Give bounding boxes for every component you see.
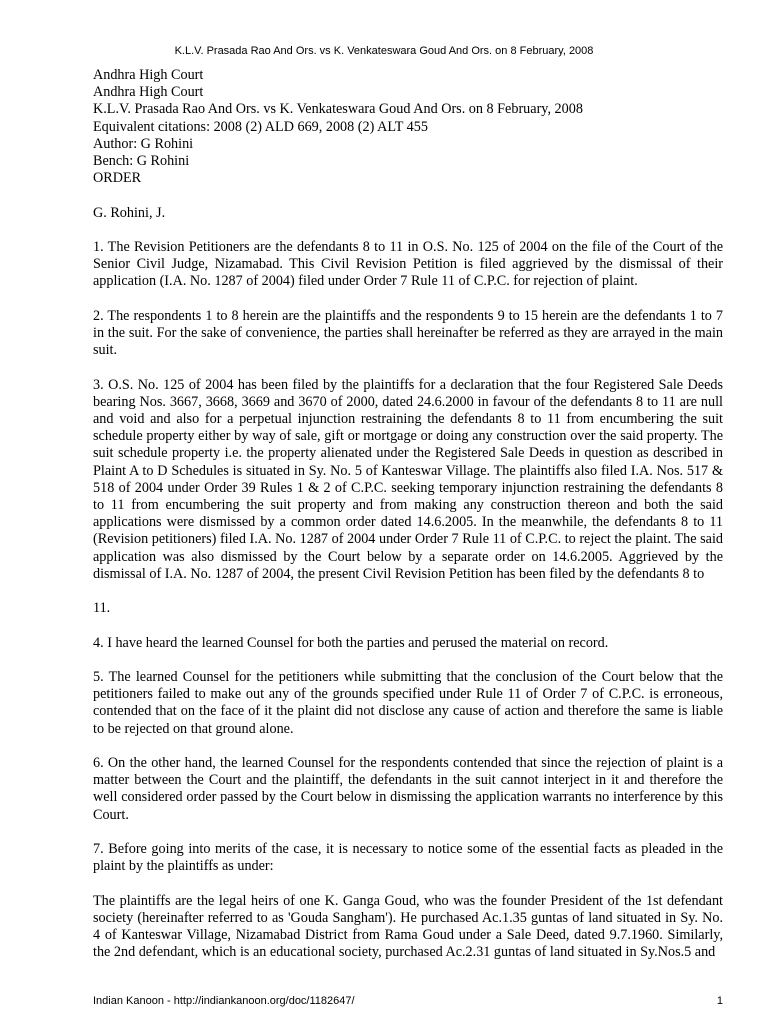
case-title: K.L.V. Prasada Rao And Ors. vs K. Venkateswara Goud And Ors. on 8 February, 2008 [93,101,583,118]
paragraph-facts: The plaintiffs are the legal heirs of one K. Ganga Goud, who was the founder President of the 1st defendant society (hereinafter referred to as 'Gouda Sangham'). He purchased Ac.1.35 guntas of land situated in Sy. No. 4 of Kanteswar Village, Nizamabad District from Rama Goud under a Sale Deed, dated 9.7.1960. Similarly, the 2nd defendant, which is an educational society, purchased Ac.2.31 guntas of land situated in Sy.Nos.5 and [93,892,723,961]
running-header: K.L.V. Prasada Rao And Ors. vs K. Venkateswara Goud And Ors. on 8 February, 2008 [174,45,594,57]
document-meta [93,67,723,187]
bench-line: Bench: G Rohini [93,153,190,170]
paragraph-7: 7. Before going into merits of the case, it is necessary to notice some of the essential facts as pleaded in the plaint by the plaintiffs as under: [93,841,723,875]
paragraph-3-continuation: 11. [93,600,111,617]
page-footer [93,994,723,1008]
paragraph-3: 3. O.S. No. 125 of 2004 has been filed by the plaintiffs for a declaration that the four Registered Sale Deeds bearing Nos. 3667, 3668, 3669 and 3670 of 2000, dated 24.6.2000 in favour of the defendants 8 to 11 are null and void and also for a perpetual injunction restraining the defendants 8 to 11 from encumbering the suit schedule property either by way of sale, gift or mortgage or doing any construction over the said property. The suit schedule property i.e. the property alienated under the Registered Sale Deeds in question as described in Plaint A to D Schedules is situated in Sy. No. 5 of Kanteswar Village. The plaintiffs also filed I.A. Nos. 517 & 518 of 2004 under Order 39 Rules 1 & 2 of C.P.C. seeking temporary injunction restraining the defendants 8 to 11 from encumbering the suit property and from making any construction thereon and both the said applications were dismissed by a common order dated 14.6.2005. In the meanwhile, the defendants 8 to 11 (Revision petitioners) filed I.A. No. 1287 of 2004 under Order 7 Rule 11 of C.P.C. to reject the plaint. The said application was also dismissed by the Court below by a separate order on 14.6.2005. Aggrieved by the dismissal of I.A. No. 1287 of 2004, the present Civil Revision Petition has been filed by the defendants 8 to [93,376,723,582]
document-body [93,67,723,961]
equivalent-citations: Equivalent citations: 2008 (2) ALD 669, 2008 (2) ALT 455 [93,118,428,135]
paragraph-6: 6. On the other hand, the learned Counsel for the respondents contended that since the rejection of plaint is a matter between the Court and the plaintiff, the defendants in the suit cannot interject in it and therefore the well considered order passed by the Court below in dismissing the application warrants no interference by this Court. [93,755,723,823]
paragraph-5: 5. The learned Counsel for the petitioners while submitting that the conclusion of the Court below that the petitioners failed to make out any of the grounds specified under Rule 11 of Order 7 of C.P.C. is erroneous, contended that on the face of it the plaint did not disclose any cause of action and therefore the same is liable to be rejected on that ground alone. [93,669,723,737]
author-line: Author: G Rohini [93,135,194,152]
court-name: Andhra High Court [93,67,204,83]
paragraph-1: 1. The Revision Petitioners are the defendants 8 to 11 in O.S. No. 125 of 2004 on the file of the Court of the Senior Civil Judge, Nizamabad. This Civil Revision Petition is filed aggrieved by the dismissal of their application (I.A. No. 1287 of 2004) filed under Order 7 Rule 11 of C.P.C. for rejection of plaint. [93,239,723,290]
order-label: ORDER [93,170,142,187]
court-name-repeat: Andhra High Court [93,84,204,101]
paragraph-2: 2. The respondents 1 to 8 herein are the plaintiffs and the respondents 9 to 15 herein are the defendants 1 to 7 in the suit. For the sake of convenience, the parties shall hereinafter be referred as they are arrayed in the main suit. [93,307,723,359]
footer-source-link[interactable]: Indian Kanoon - http://indiankanoon.org/doc/1182647/ [93,995,355,1007]
judge-line: G. Rohini, J. [93,204,166,221]
page-number: 1 [716,995,723,1007]
paragraph-4: 4. I have heard the learned Counsel for both the parties and perused the material on record. [93,634,609,651]
